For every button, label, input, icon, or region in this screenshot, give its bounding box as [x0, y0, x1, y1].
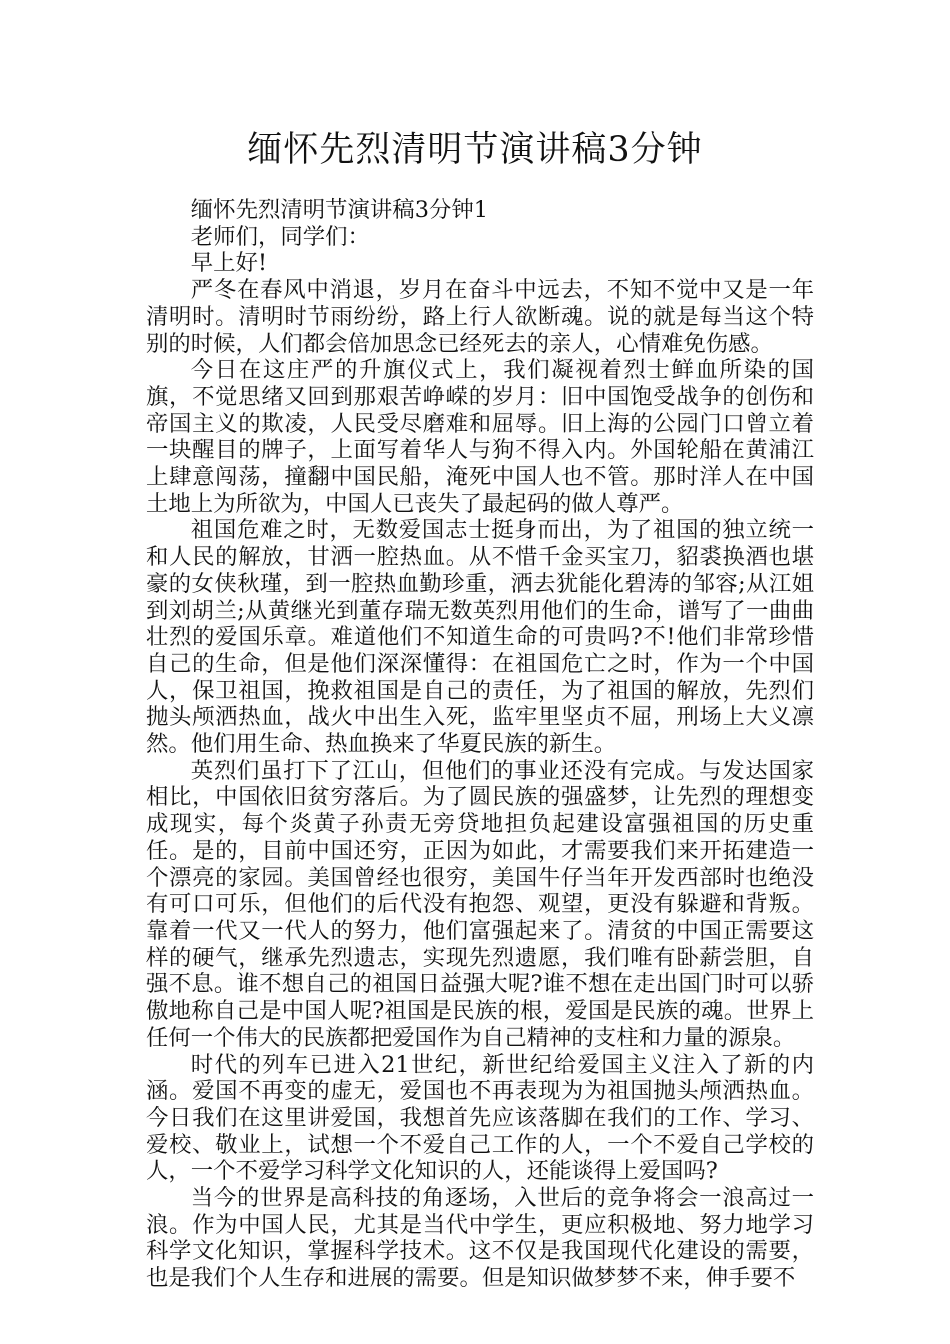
paragraph-greeting: 早上好!	[190, 250, 267, 277]
paragraph: 时代的列车已进入21世纪，新世纪给爱国主义注入了新的内涵。爱国不再变的虚无，爱国也不再表现为为祖国抛头颅洒热血。今日我们在这里讲爱国，我想首先应该落脚在我们的工作、学习、爱校、敬业上，试想一个不爱自己工作的人，一个不爱自己学校的人，一个不爱学习科学文化知识的人，还能谈得上爱国吗?	[146, 1051, 814, 1185]
paragraph: 祖国危难之时，无数爱国志士挺身而出，为了祖国的独立统一和人民的解放，甘洒一腔热血。从不惜千金买宝刀，貂裘换酒也堪豪的女侠秋瑾，到一腔热血勤珍重，洒去犹能化碧涛的邹容;从江姐到刘胡兰;从黄继光到董存瑞无数英烈用他们的生命，谱写了一曲曲壮烈的爱国乐章。难道他们不知道生命的可贵吗?不!他们非常珍惜自己的生命，但是他们深深懂得：在祖国危亡之时，作为一个中国人，保卫祖国，挽救祖国是自己的责任，为了祖国的解放，先烈们抛头颅洒热血，战火中出生入死，监牢里坚贞不屈，刑场上大义凛然。他们用生命、热血换来了华夏民族的新生。	[146, 517, 814, 758]
paragraph-salutation: 老师们，同学们：	[190, 223, 370, 250]
document-body	[146, 197, 814, 1292]
paragraph: 今日在这庄严的升旗仪式上，我们凝视着烈士鲜血所染的国旗，不觉思绪又回到那艰苦峥嵘的岁月：旧中国饱受战争的创伤和帝国主义的欺凌，人民受尽磨难和屈辱。旧上海的公园门口曾立着一块醒目的牌子，上面写着华人与狗不得入内。外国轮船在黄浦江上肆意闯荡，撞翻中国民船，淹死中国人也不管。那时洋人在中国土地上为所欲为，中国人已丧失了最起码的做人尊严。	[146, 357, 814, 517]
document-title: 缅怀先烈清明节演讲稿3分钟	[247, 130, 703, 170]
paragraph: 严冬在春风中消退，岁月在奋斗中远去，不知不觉中又是一年清明时。清明时节雨纷纷，路上行人欲断魂。说的就是每当这个特别的时候，人们都会倍加思念已经死去的亲人，心情难免伤感。	[146, 277, 814, 357]
paragraph: 英烈们虽打下了江山，但他们的事业还没有完成。与发达国家相比，中国依旧贫穷落后。为了圆民族的强盛梦，让先烈的理想变成现实，每个炎黄子孙责无旁贷地担负起建设富强祖国的历史重任。是的，目前中国还穷，正因为如此，才需要我们来开拓建造一个漂亮的家园。美国曾经也很穷，美国牛仔当年开发西部时也绝没有可口可乐，但他们的后代没有抱怨、观望，更没有躲避和背叛。靠着一代又一代人的努力，他们富强起来了。清贫的中国正需要这样的硬气，继承先烈遗志，实现先烈遗愿，我们唯有卧薪尝胆，自强不息。谁不想自己的祖国日益强大呢?谁不想在走出国门时可以骄傲地称自己是中国人呢?祖国是民族的根，爱国是民族的魂。世界上任何一个伟大的民族都把爱国作为自己精神的支柱和力量的源泉。	[146, 757, 814, 1051]
paragraph: 当今的世界是高科技的角逐场，入世后的竞争将会一浪高过一浪。作为中国人民，尤其是当代中学生，更应积极地、努力地学习科学文化知识，掌握科学技术。这不仅是我国现代化建设的需要，也是我们个人生存和进展的需要。但是知识做梦梦不来，伸手要不	[146, 1185, 814, 1292]
paragraph-subtitle: 缅怀先烈清明节演讲稿3分钟1	[190, 197, 488, 223]
